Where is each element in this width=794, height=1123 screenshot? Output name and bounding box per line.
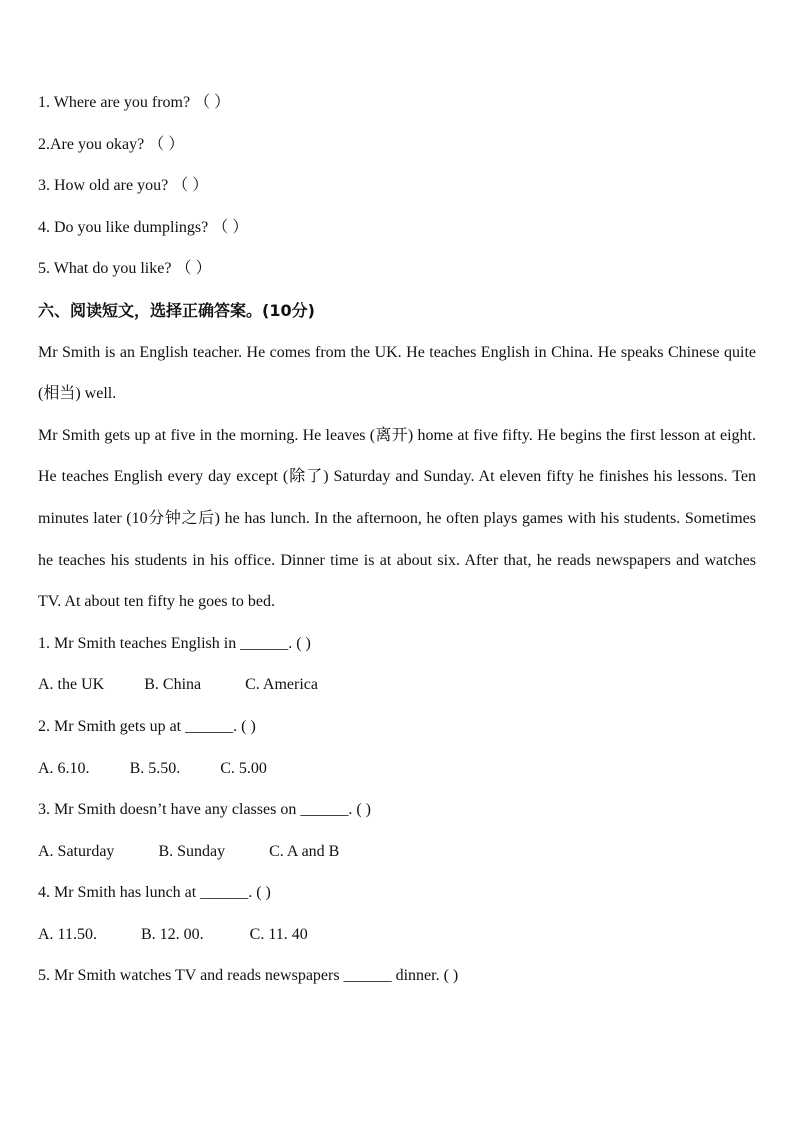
section6-heading: 六、阅读短文，选择正确答案。(10分) xyxy=(38,300,315,320)
passage-paragraph-1: Mr Smith is an English teacher. He comes from the UK. He teaches English in China. He speaks Chinese quite (相当) well. xyxy=(38,343,756,403)
section5-question-3: 3. How old are you? （ ） xyxy=(38,177,209,195)
option-c: C. 11. 40 xyxy=(249,925,308,943)
passage-paragraph-2: Mr Smith gets up at five in the morning. He leaves (离开) home at five fifty. He begins the first lesson at eight. He teaches English every day except (除了) Saturday and Sunday. At eleven fifty he finishes his lessons. Ten minutes later (10分钟之后) he has lunch. In the afternoon, he often plays games with his students. Sometimes he teaches his students in his office. Dinner time is at about six. After that, he reads newspapers and watches TV. At about ten fifty he goes to bed. xyxy=(38,426,756,611)
reading-question-3: 3. Mr Smith doesn’t have any classes on ______. ( ) xyxy=(38,801,371,819)
option-a: A. the UK xyxy=(38,676,105,694)
option-a: A. 6.10. xyxy=(38,759,90,777)
option-b: B. China xyxy=(144,676,202,694)
reading-options-2 xyxy=(38,748,756,790)
option-c: C. America xyxy=(245,676,318,694)
section5-question-4: 4. Do you like dumplings? （ ） xyxy=(38,218,249,236)
reading-question-1: 1. Mr Smith teaches English in ______. ( ) xyxy=(38,634,311,652)
option-a: A. Saturday xyxy=(38,842,115,860)
section5-question-2: 2.Are you okay? （ ） xyxy=(38,135,185,153)
reading-options-4 xyxy=(38,914,756,956)
worksheet-page xyxy=(38,82,756,997)
option-c: C. A and B xyxy=(269,842,340,860)
section5-question-1: 1. Where are you from? （ ） xyxy=(38,94,231,111)
option-b: B. Sunday xyxy=(158,842,226,860)
reading-options-1 xyxy=(38,664,756,706)
reading-question-4: 4. Mr Smith has lunch at ______. ( ) xyxy=(38,884,271,902)
reading-question-2: 2. Mr Smith gets up at ______. ( ) xyxy=(38,717,256,735)
option-b: B. 12. 00. xyxy=(140,925,204,943)
option-b: B. 5.50. xyxy=(129,759,181,777)
reading-question-5: 5. Mr Smith watches TV and reads newspapers ______ dinner. ( ) xyxy=(38,967,459,985)
option-c: C. 5.00 xyxy=(220,759,267,777)
reading-options-3 xyxy=(38,831,756,873)
option-a: A. 11.50. xyxy=(38,925,97,943)
section5-question-5: 5. What do you like? （ ） xyxy=(38,260,212,278)
